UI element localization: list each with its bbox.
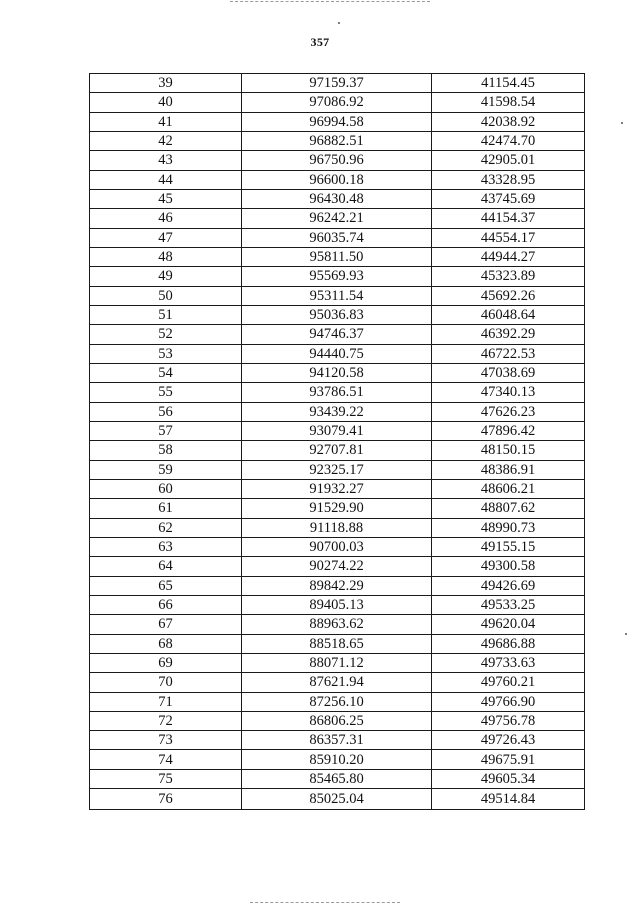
y-coordinate-cell: 41598.54 <box>432 93 585 112</box>
point-number-cell: 42 <box>90 131 242 150</box>
x-coordinate-cell: 96994.58 <box>242 112 432 131</box>
point-number-cell: 67 <box>90 615 242 634</box>
x-coordinate-cell: 94440.75 <box>242 344 432 363</box>
table-row <box>90 305 585 324</box>
x-coordinate-cell: 85025.04 <box>242 789 432 810</box>
scan-edge-bottom <box>250 902 400 903</box>
table-body <box>90 74 585 810</box>
point-number-cell: 64 <box>90 557 242 576</box>
table-row <box>90 750 585 769</box>
y-coordinate-cell: 49514.84 <box>432 789 585 810</box>
y-coordinate-cell: 41154.45 <box>432 74 585 93</box>
point-number-cell: 71 <box>90 692 242 711</box>
y-coordinate-cell: 42038.92 <box>432 112 585 131</box>
point-number-cell: 52 <box>90 325 242 344</box>
y-coordinate-cell: 44554.17 <box>432 228 585 247</box>
x-coordinate-cell: 85910.20 <box>242 750 432 769</box>
x-coordinate-cell: 93439.22 <box>242 402 432 421</box>
x-coordinate-cell: 88963.62 <box>242 615 432 634</box>
x-coordinate-cell: 95311.54 <box>242 286 432 305</box>
y-coordinate-cell: 49766.90 <box>432 692 585 711</box>
x-coordinate-cell: 96600.18 <box>242 170 432 189</box>
table-row <box>90 769 585 788</box>
x-coordinate-cell: 90274.22 <box>242 557 432 576</box>
y-coordinate-cell: 47896.42 <box>432 421 585 440</box>
x-coordinate-cell: 96882.51 <box>242 131 432 150</box>
table-row <box>90 537 585 556</box>
point-number-cell: 53 <box>90 344 242 363</box>
x-coordinate-cell: 96035.74 <box>242 228 432 247</box>
y-coordinate-cell: 47340.13 <box>432 383 585 402</box>
point-number-cell: 74 <box>90 750 242 769</box>
point-number-cell: 56 <box>90 402 242 421</box>
y-coordinate-cell: 47038.69 <box>432 363 585 382</box>
table-row <box>90 93 585 112</box>
table-row <box>90 789 585 810</box>
table-row <box>90 112 585 131</box>
table-row <box>90 383 585 402</box>
x-coordinate-cell: 95569.93 <box>242 267 432 286</box>
point-number-cell: 61 <box>90 499 242 518</box>
table-row <box>90 634 585 653</box>
point-number-cell: 57 <box>90 421 242 440</box>
y-coordinate-cell: 48386.91 <box>432 460 585 479</box>
x-coordinate-cell: 88071.12 <box>242 653 432 672</box>
point-number-cell: 63 <box>90 537 242 556</box>
y-coordinate-cell: 49686.88 <box>432 634 585 653</box>
scan-speck <box>338 22 340 24</box>
y-coordinate-cell: 49675.91 <box>432 750 585 769</box>
y-coordinate-cell: 48606.21 <box>432 479 585 498</box>
table-row <box>90 74 585 93</box>
point-number-cell: 73 <box>90 731 242 750</box>
point-number-cell: 66 <box>90 595 242 614</box>
table-row <box>90 441 585 460</box>
table-row <box>90 170 585 189</box>
point-number-cell: 47 <box>90 228 242 247</box>
point-number-cell: 50 <box>90 286 242 305</box>
x-coordinate-cell: 96750.96 <box>242 151 432 170</box>
point-number-cell: 72 <box>90 711 242 730</box>
x-coordinate-cell: 85465.80 <box>242 769 432 788</box>
table-row <box>90 479 585 498</box>
table-row <box>90 731 585 750</box>
table-row <box>90 499 585 518</box>
x-coordinate-cell: 94746.37 <box>242 325 432 344</box>
table-row <box>90 421 585 440</box>
y-coordinate-cell: 48150.15 <box>432 441 585 460</box>
scan-speck <box>625 633 627 635</box>
x-coordinate-cell: 86357.31 <box>242 731 432 750</box>
table-row <box>90 402 585 421</box>
y-coordinate-cell: 48990.73 <box>432 518 585 537</box>
x-coordinate-cell: 91118.88 <box>242 518 432 537</box>
scan-edge-top <box>230 1 430 2</box>
y-coordinate-cell: 48807.62 <box>432 499 585 518</box>
table-row <box>90 363 585 382</box>
point-number-cell: 65 <box>90 576 242 595</box>
x-coordinate-cell: 88518.65 <box>242 634 432 653</box>
x-coordinate-cell: 92707.81 <box>242 441 432 460</box>
y-coordinate-cell: 42905.01 <box>432 151 585 170</box>
table-row <box>90 692 585 711</box>
table-row <box>90 189 585 208</box>
x-coordinate-cell: 95036.83 <box>242 305 432 324</box>
point-number-cell: 58 <box>90 441 242 460</box>
point-number-cell: 43 <box>90 151 242 170</box>
table-row <box>90 228 585 247</box>
data-table <box>89 73 585 810</box>
table-row <box>90 557 585 576</box>
table-row <box>90 673 585 692</box>
x-coordinate-cell: 97159.37 <box>242 74 432 93</box>
y-coordinate-cell: 49533.25 <box>432 595 585 614</box>
table-row <box>90 653 585 672</box>
y-coordinate-cell: 45323.89 <box>432 267 585 286</box>
y-coordinate-cell: 49760.21 <box>432 673 585 692</box>
x-coordinate-cell: 90700.03 <box>242 537 432 556</box>
point-number-cell: 60 <box>90 479 242 498</box>
x-coordinate-cell: 97086.92 <box>242 93 432 112</box>
x-coordinate-cell: 86806.25 <box>242 711 432 730</box>
x-coordinate-cell: 89405.13 <box>242 595 432 614</box>
x-coordinate-cell: 87621.94 <box>242 673 432 692</box>
y-coordinate-cell: 49756.78 <box>432 711 585 730</box>
point-number-cell: 49 <box>90 267 242 286</box>
point-number-cell: 40 <box>90 93 242 112</box>
y-coordinate-cell: 49733.63 <box>432 653 585 672</box>
table-row <box>90 267 585 286</box>
point-number-cell: 59 <box>90 460 242 479</box>
y-coordinate-cell: 44944.27 <box>432 247 585 266</box>
y-coordinate-cell: 43745.69 <box>432 189 585 208</box>
y-coordinate-cell: 45692.26 <box>432 286 585 305</box>
point-number-cell: 62 <box>90 518 242 537</box>
table-row <box>90 131 585 150</box>
table-row <box>90 595 585 614</box>
table-row <box>90 286 585 305</box>
y-coordinate-cell: 49620.04 <box>432 615 585 634</box>
point-number-cell: 69 <box>90 653 242 672</box>
scan-speck <box>621 122 623 124</box>
y-coordinate-cell: 49426.69 <box>432 576 585 595</box>
point-number-cell: 55 <box>90 383 242 402</box>
x-coordinate-cell: 91529.90 <box>242 499 432 518</box>
y-coordinate-cell: 42474.70 <box>432 131 585 150</box>
point-number-cell: 68 <box>90 634 242 653</box>
x-coordinate-cell: 92325.17 <box>242 460 432 479</box>
y-coordinate-cell: 44154.37 <box>432 209 585 228</box>
point-number-cell: 39 <box>90 74 242 93</box>
point-number-cell: 70 <box>90 673 242 692</box>
x-coordinate-cell: 96430.48 <box>242 189 432 208</box>
table-row <box>90 460 585 479</box>
point-number-cell: 76 <box>90 789 242 810</box>
x-coordinate-cell: 91932.27 <box>242 479 432 498</box>
y-coordinate-cell: 46392.29 <box>432 325 585 344</box>
x-coordinate-cell: 95811.50 <box>242 247 432 266</box>
table-row <box>90 576 585 595</box>
table-row <box>90 615 585 634</box>
table-row <box>90 247 585 266</box>
table-row <box>90 518 585 537</box>
y-coordinate-cell: 49726.43 <box>432 731 585 750</box>
table-row <box>90 151 585 170</box>
table-row <box>90 325 585 344</box>
page-number: 357 <box>310 35 330 49</box>
x-coordinate-cell: 94120.58 <box>242 363 432 382</box>
point-number-cell: 54 <box>90 363 242 382</box>
x-coordinate-cell: 87256.10 <box>242 692 432 711</box>
point-number-cell: 75 <box>90 769 242 788</box>
point-number-cell: 45 <box>90 189 242 208</box>
y-coordinate-cell: 49300.58 <box>432 557 585 576</box>
point-number-cell: 41 <box>90 112 242 131</box>
point-number-cell: 44 <box>90 170 242 189</box>
x-coordinate-cell: 93786.51 <box>242 383 432 402</box>
point-number-cell: 46 <box>90 209 242 228</box>
point-number-cell: 48 <box>90 247 242 266</box>
y-coordinate-cell: 49605.34 <box>432 769 585 788</box>
table-row <box>90 711 585 730</box>
y-coordinate-cell: 47626.23 <box>432 402 585 421</box>
x-coordinate-cell: 89842.29 <box>242 576 432 595</box>
table-row <box>90 209 585 228</box>
table-row <box>90 344 585 363</box>
point-number-cell: 51 <box>90 305 242 324</box>
x-coordinate-cell: 96242.21 <box>242 209 432 228</box>
x-coordinate-cell: 93079.41 <box>242 421 432 440</box>
y-coordinate-cell: 49155.15 <box>432 537 585 556</box>
y-coordinate-cell: 46722.53 <box>432 344 585 363</box>
y-coordinate-cell: 43328.95 <box>432 170 585 189</box>
y-coordinate-cell: 46048.64 <box>432 305 585 324</box>
